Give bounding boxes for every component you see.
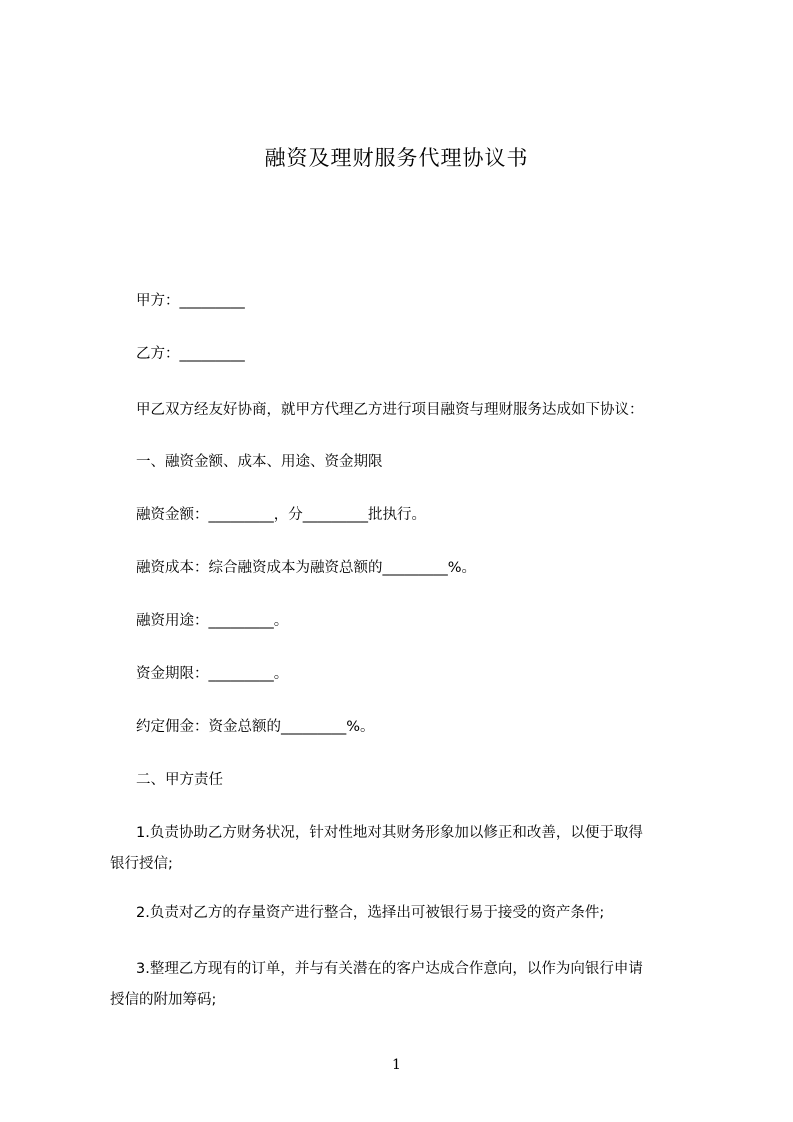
responsibility-item-3-line2: 授信的附加筹码;	[110, 992, 217, 1008]
party-a-line: 甲方：_________	[136, 293, 245, 309]
financing-usage-line: 融资用途：_________。	[136, 613, 289, 629]
section1-heading: 一、融资金额、成本、用途、资金期限	[136, 454, 383, 470]
responsibility-item-3-line1: 3.整理乙方现有的订单，并与有关潜在的客户达成合作意向，以作为向银行申请	[136, 961, 643, 977]
responsibility-item-1	[110, 818, 710, 880]
page-number: 1	[392, 1057, 401, 1073]
party-b-line: 乙方：_________	[136, 346, 245, 362]
responsibility-item-1-line1: 1.负责协助乙方财务状况，针对性地对其财务形象加以修正和改善，以便于取得	[136, 825, 643, 841]
responsibility-item-1-line2: 银行授信;	[110, 856, 173, 872]
commission-line: 约定佣金：资金总额的_________%。	[136, 719, 375, 735]
funding-term-line: 资金期限：_________。	[136, 666, 289, 682]
responsibility-item-3	[110, 954, 710, 1016]
section2-heading: 二、甲方责任	[136, 772, 223, 788]
intro-paragraph: 甲乙双方经友好协商，就甲方代理乙方进行项目融资与理财服务达成如下协议：	[136, 402, 644, 418]
financing-cost-line: 融资成本：综合融资成本为融资总额的_________%。	[136, 560, 477, 576]
document-title: 融资及理财服务代理协议书	[264, 146, 529, 170]
financing-amount-line: 融资金额：_________，分_________批执行。	[136, 507, 426, 523]
responsibility-item-2: 2.负责对乙方的存量资产进行整合，选择出可被银行易于接受的资产条件;	[136, 905, 605, 921]
